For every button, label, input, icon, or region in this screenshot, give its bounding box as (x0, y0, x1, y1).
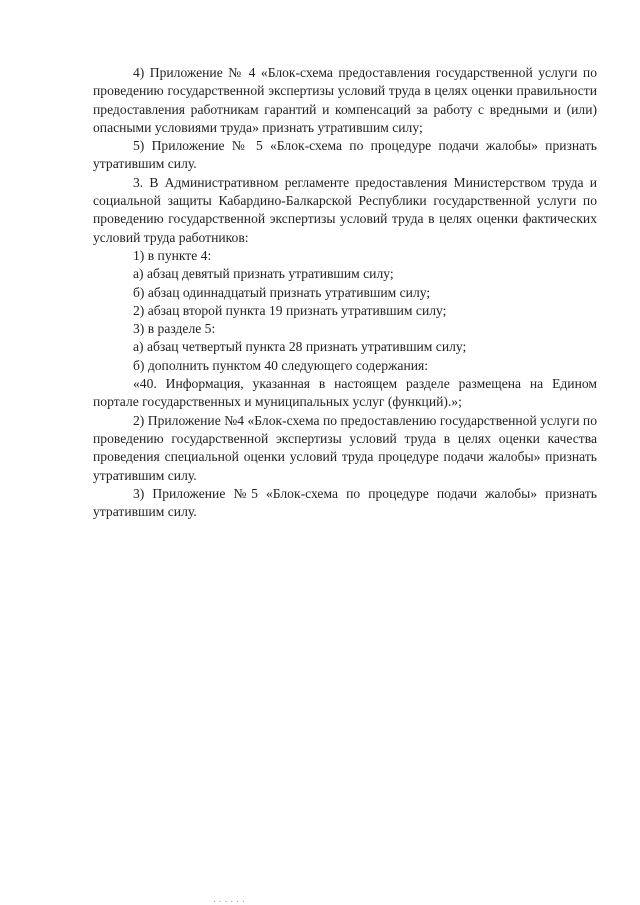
paragraph-section-5: 3) в разделе 5: (133, 321, 216, 337)
paragraph-add-point-40: б) дополнить пунктом 40 следующего содержания: (133, 357, 429, 373)
paragraph-appendix-4-item: 4) Приложение № 4 «Блок-схема предоставления государственной услуги по проведению государственной экспертизы условий труда в целях оценки правильности предоставления работникам гарантий и компенсаций за работу с вредными и (или) опасными условиями труда» признать утратившим силу; (93, 65, 597, 135)
paragraph-point-40-quote: «40. Информация, указанная в настоящем разделе размещена на Едином портале государственных и муниципальных услуг (функций).»; (93, 376, 597, 410)
paragraph-clause-eleventh: б) абзац одиннадцатый признать утратившим силу; (133, 284, 431, 300)
paragraph-point-4: 1) в пункте 4: (133, 247, 212, 263)
document-body (93, 64, 597, 521)
paragraph-clause-ninth: а) абзац девятый признать утратившим силу; (133, 266, 394, 282)
paragraph-point-28: а) абзац четвертый пункта 28 признать утратившим силу; (133, 339, 467, 355)
paragraph-section-3: 3. В Административном регламенте предоставления Министерством труда и социальной защиты Кабардино-Балкарской Республики государственной услуги по проведению государственной экспертизы условий труда в целях оценки фактических условий труда работников: (93, 174, 597, 245)
footer-mark: ...... (212, 896, 247, 905)
paragraph-point-19: 2) абзац второй пункта 19 признать утратившим силу; (133, 302, 447, 318)
paragraph-appendix-5-item: 5) Приложение № 5 «Блок-схема по процедуре подачи жалобы» признать утратившим силу. (93, 138, 597, 172)
paragraph-appendix-4-second: 2) Приложение №4 «Блок-схема по предоставлению государственной услуги по проведению государственной экспертизы условий труда в целях оценки качества проведения специальной оценки условий труда процедуре подачи жалобы» признать утратившим силу. (93, 412, 597, 483)
paragraph-appendix-5-second: 3) Приложение №5 «Блок-схема по процедуре подачи жалобы» признать утратившим силу. (93, 485, 597, 520)
